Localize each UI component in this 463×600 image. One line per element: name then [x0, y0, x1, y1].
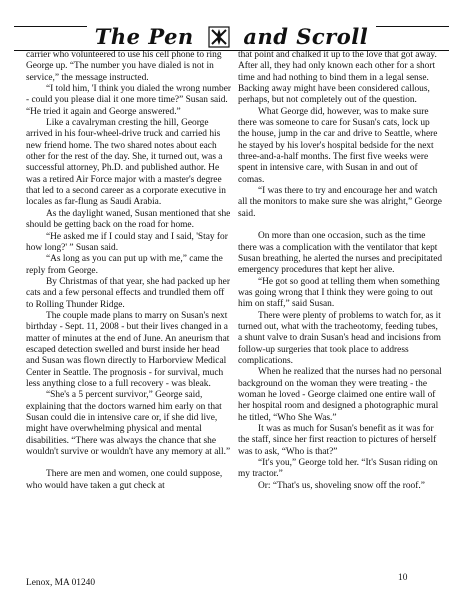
paragraph: carrier who volunteered to use his cell phone to ring George up. “The number you have dialed is not in service,” the message instructed.: [26, 50, 222, 83]
paragraph: There are men and women, one could suppose, who would have taken a gut check at: [26, 469, 223, 491]
paragraph: By Christmas of that year, she had packed up her cats and a few personal effects and trundled them off to Rolling Thunder Ridge.: [26, 276, 230, 310]
paragraph: What George did, however, was to make sure there was someone to care for Susan's cats, lock up the house, jump in the car and drive to Seattle, where he stayed by his lover's hospital bedside for the next three-and-a-half months. The first five weeks were spent in intensive care, with Susan in and out of comas.: [238, 106, 438, 185]
paragraph: When he realized that the nurses had no personal background on the woman they were treating - the woman he loved - George claimed one entire wall of her hospital room and designed a photographic mural he titled, “Who She Was.”: [238, 367, 442, 423]
masthead-title: [0, 25, 463, 49]
paragraph: “It's you,” George told her. “It's Susan riding on my tractor.”: [238, 458, 438, 480]
masthead-title-right: and Scroll: [239, 24, 372, 49]
paragraph: As the daylight waned, Susan mentioned that she should be getting back on the road for home.: [26, 208, 231, 231]
paragraph: “I told him, 'I think you dialed the wrong number - could you please dial it one more time?” Susan said. “He tried it again and George answered.”: [26, 84, 231, 117]
paragraph: “As long as you can put up with me,” came the reply from George.: [26, 254, 223, 276]
paragraph: that point and chalked it up to the love that got away. After all, they had only known each other for a short time and had nothing to bind them in a legal sense. Backing away might have been considered callous, perhaps, but not completely out of the question.: [238, 50, 437, 106]
right-column: [238, 50, 443, 492]
paragraph: It was as much for Susan's benefit as it was for the staff, since her first reaction to pictures of herself was to ask, “Who is that?”: [238, 424, 437, 457]
paragraph: “She's a 5 percent survivor,” George said, explaining that the doctors warned him early on that Susan could die in intensive care or, if she did live, might have overwhelming physical and mental disabilities. “There was always the chance that she wouldn't survive or wouldn't have any memory at all.”: [26, 390, 231, 458]
crossed-quills-emblem-icon: [208, 26, 230, 48]
paragraph: The couple made plans to marry on Susan's next birthday - Sept. 11, 2008 - but their lives changed in a matter of minutes at the end of June. An aneurism that escaped detection swelled and burst inside her head and Susan was flown directly to Harborview Medical Center in Seattle. The prognosis - for survival, much less anything close to a full recovery - was bleak.: [26, 310, 230, 389]
paragraph: There were plenty of problems to watch for, as it turned out, what with the tracheotomy, feeding tubes, a shunt valve to drain Susan's head and incisions from follow-up surgeries that took place to address complications.: [238, 310, 441, 366]
masthead: [0, 10, 463, 49]
page-number: 10: [398, 573, 408, 583]
paragraph: “He got so good at telling them when something was going wrong that I think they were going to out him on staff,” said Susan.: [238, 276, 440, 310]
paragraph: Or: “That's us, shoveling snow off the roof.”: [258, 480, 425, 491]
footer-location: Lenox, MA 01240: [26, 578, 96, 588]
paragraph: On more than one occasion, such as the time there was a complication with the ventilator that kept Susan breathing, he alerted the nurses and precipitated emergency procedures that kept her alive.: [238, 231, 443, 276]
masthead-title-left: The Pen: [91, 24, 198, 49]
paragraph: “He asked me if I could stay and I said, 'Stay for how long?' ” Susan said.: [26, 231, 228, 253]
paragraph: “I was there to try and encourage her and watch all the monitors to make sure she was alright,” George said.: [238, 186, 442, 219]
paragraph: Like a cavalryman cresting the hill, George arrived in his four-wheel-drive truck and carried his new friend home. The two shared notes about each other for the rest of the day. She, it turned out, was a successful attorney, Ph.D. and published author. He was a retired Air Force major with a master's degree that led to a second career as a corporate executive in locales as far-flung as Saudi Arabia.: [26, 118, 226, 208]
left-column: [26, 50, 231, 492]
